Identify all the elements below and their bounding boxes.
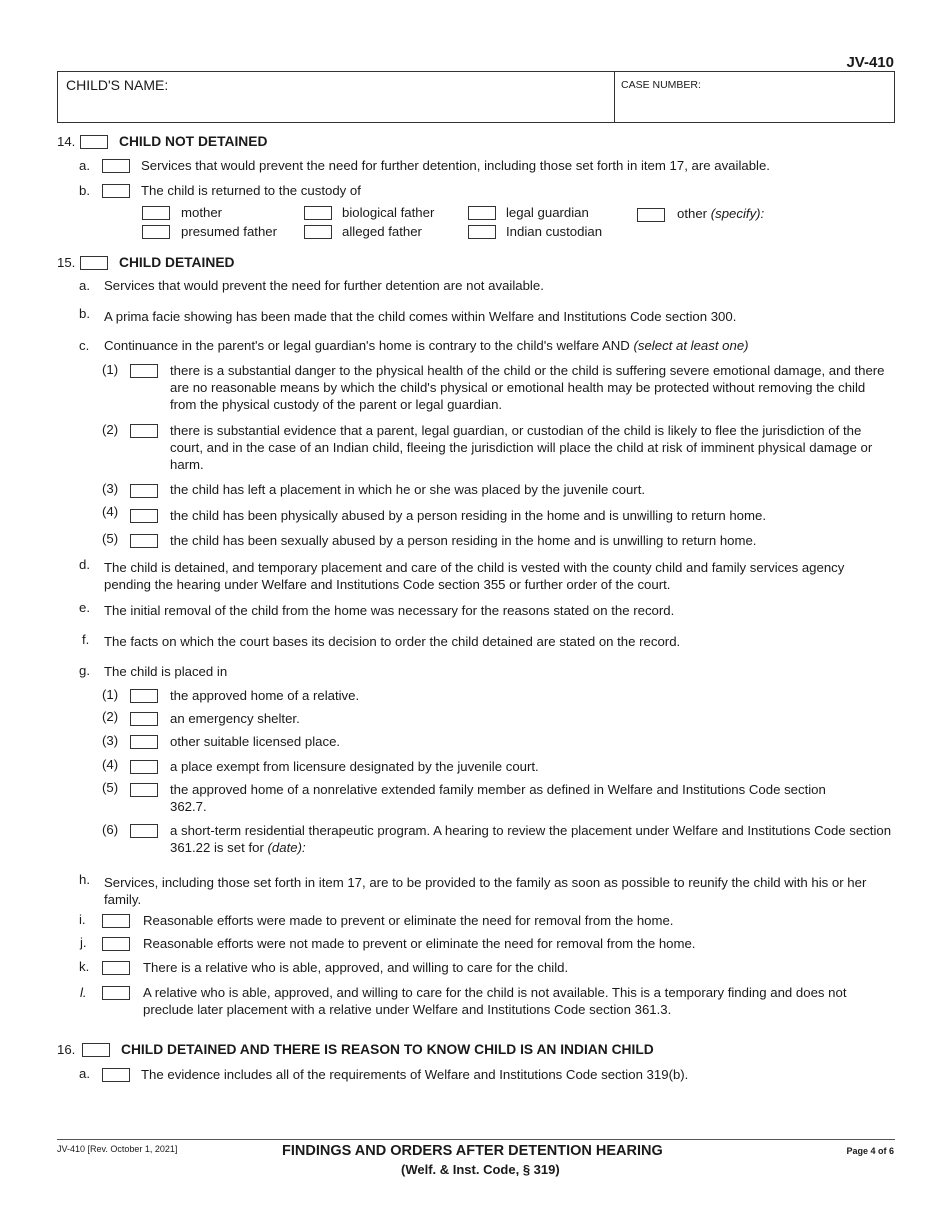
item-16-checkbox[interactable] — [82, 1043, 110, 1057]
item-15f-text: The facts on which the court bases its decision to order the child detained are stated on the record. — [104, 634, 681, 649]
item-15g2-checkbox[interactable] — [130, 712, 158, 726]
case-number-label: CASE NUMBER: — [621, 79, 701, 91]
item-15g1-checkbox[interactable] — [130, 689, 158, 703]
item-15g3-checkbox[interactable] — [130, 735, 158, 749]
item-16-number: 16. — [57, 1042, 76, 1057]
custody-mother-checkbox[interactable] — [142, 206, 170, 220]
form-number: JV-410 — [846, 54, 894, 71]
item-14b-text: The child is returned to the custody of — [141, 183, 361, 198]
item-16a-checkbox[interactable] — [102, 1068, 130, 1082]
item-15c5-checkbox[interactable] — [130, 534, 158, 548]
custody-presumed-father-checkbox[interactable] — [142, 225, 170, 239]
item-14a-text: Services that would prevent the need for further detention, including those set forth in item 17, are available. — [141, 158, 770, 173]
item-15e-text: The initial removal of the child from the home was necessary for the reasons stated on the record. — [104, 603, 675, 618]
custody-alleged-father-checkbox[interactable] — [304, 225, 332, 239]
footer-title: FINDINGS AND ORDERS AFTER DETENTION HEARING — [282, 1143, 663, 1159]
item-15c-text: Continuance in the parent's or legal guardian's home is contrary to the child's welfare AND — [104, 338, 630, 353]
item-15b-text: A prima facie showing has been made that the child comes within Welfare and Institutions Code section 300. — [104, 309, 737, 324]
item-15g6-checkbox[interactable] — [130, 824, 158, 838]
custody-indian-custodian-checkbox[interactable] — [468, 225, 496, 239]
case-number-field[interactable] — [621, 96, 889, 118]
item-15j-checkbox[interactable] — [102, 937, 130, 951]
item-15g4-checkbox[interactable] — [130, 760, 158, 774]
item-15a-text: Services that would prevent the need for further detention are not available. — [104, 278, 544, 293]
item-15l-checkbox[interactable] — [102, 986, 130, 1000]
item-15c4-checkbox[interactable] — [130, 509, 158, 523]
form-revision: JV-410 [Rev. October 1, 2021] — [57, 1144, 178, 1154]
child-name-label: CHILD'S NAME: — [66, 77, 169, 93]
item-15c3-checkbox[interactable] — [130, 484, 158, 498]
custody-other-checkbox[interactable] — [637, 208, 665, 222]
item-15-checkbox[interactable] — [80, 256, 108, 270]
item-15i-checkbox[interactable] — [102, 914, 130, 928]
item-14-title: CHILD NOT DETAINED — [119, 134, 268, 149]
item-15g6-date-field[interactable] — [366, 836, 886, 854]
footer-subtitle: (Welf. & Inst. Code, § 319) — [401, 1162, 560, 1177]
item-15h-text: Services, including those set forth in item 17, are to be provided to the family as soon as possible to reunify the child with his or her family. — [104, 875, 867, 907]
item-15c2-checkbox[interactable] — [130, 424, 158, 438]
item-15-title: CHILD DETAINED — [119, 255, 235, 270]
item-15k-checkbox[interactable] — [102, 961, 130, 975]
item-15g5-checkbox[interactable] — [130, 783, 158, 797]
custody-other-specify-field[interactable] — [776, 204, 888, 222]
item-16-title: CHILD DETAINED AND THERE IS REASON TO KNOW CHILD IS AN INDIAN CHILD — [121, 1042, 654, 1057]
item-14-number: 14. — [57, 134, 76, 149]
item-15-number: 15. — [57, 255, 76, 270]
item-14a-checkbox[interactable] — [102, 159, 130, 173]
item-14-checkbox[interactable] — [80, 135, 108, 149]
item-15g-text: The child is placed in — [104, 664, 228, 679]
page-number: Page 4 of 6 — [846, 1146, 894, 1156]
custody-biological-father-checkbox[interactable] — [304, 206, 332, 220]
child-name-field[interactable] — [66, 96, 606, 118]
custody-legal-guardian-checkbox[interactable] — [468, 206, 496, 220]
item-15d-text: The child is detained, and temporary placement and care of the child is vested with the county child and family services agency pending the hearing under Welfare and Institutions Code section 355 or further order of the court. — [104, 560, 845, 592]
item-14b-checkbox[interactable] — [102, 184, 130, 198]
item-15c1-checkbox[interactable] — [130, 364, 158, 378]
